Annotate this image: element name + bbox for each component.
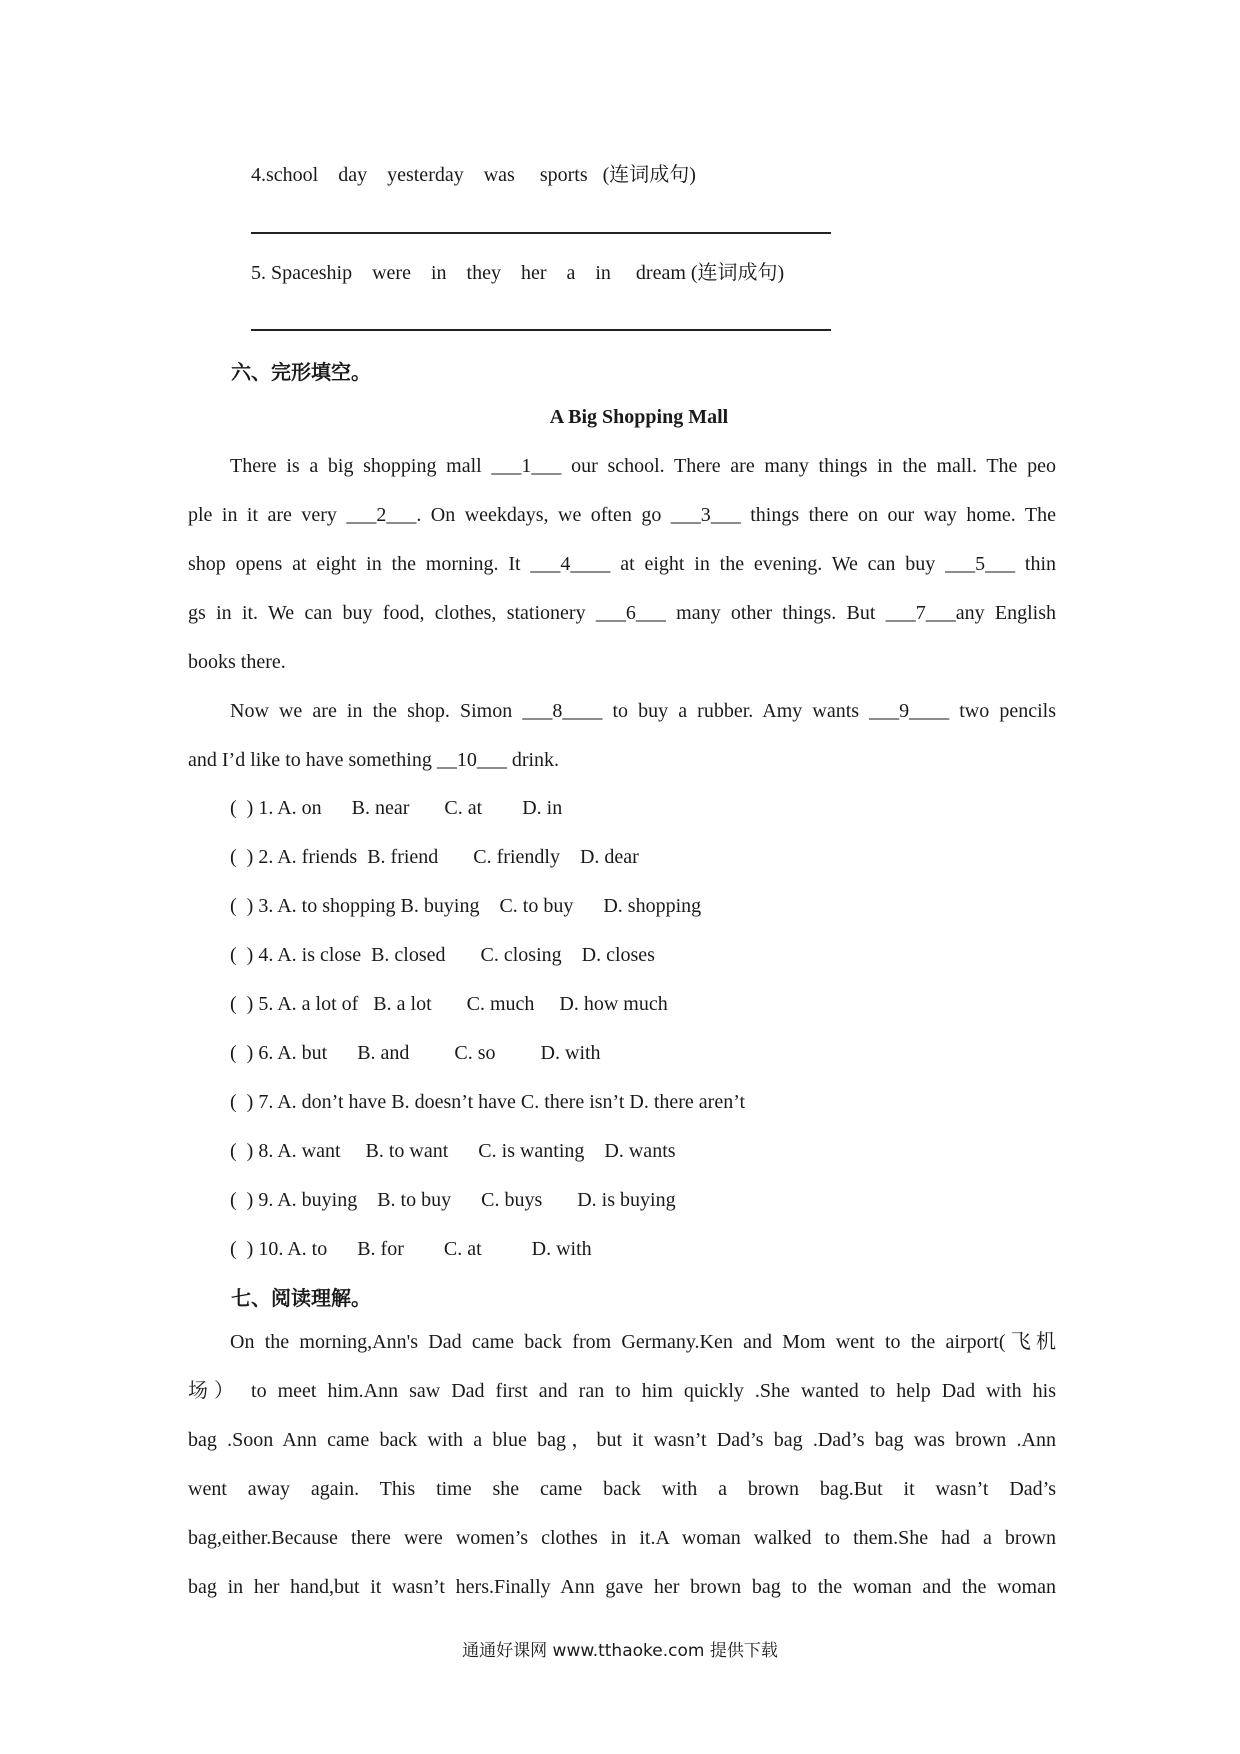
section-6-heading: 六、完形填空。 xyxy=(231,360,371,384)
reading-line: bag .Soon Ann came back with a blue bag，but it wasn’t Dad’s bag .Dad’s bag was brown .Ann xyxy=(188,1429,1056,1451)
cloze-line: Now we are in the shop. Simon ___8____ to buy a rubber. Amy wants ___9____ two pencils xyxy=(230,700,1056,722)
answer-line-5 xyxy=(251,329,831,331)
option-row: ( ) 1. A. on B. near C. at D. in xyxy=(230,797,563,819)
reading-passage xyxy=(188,1330,1056,1624)
option-row: ( ) 4. A. is close B. closed C. closing D. closes xyxy=(230,944,655,966)
cloze-line: gs in it. We can buy food, clothes, stationery ___6___ many other things. But ___7___any English xyxy=(188,602,1056,624)
cloze-options xyxy=(230,796,745,1286)
page-footer: 通通好课网 www.tthaoke.com 提供下载 xyxy=(462,1641,778,1661)
answer-line-4 xyxy=(251,232,831,234)
reading-line: bag in her hand,but it wasn’t hers.Finally Ann gave her brown bag to the woman and the woman xyxy=(188,1576,1056,1598)
option-row: ( ) 5. A. a lot of B. a lot C. much D. how much xyxy=(230,993,668,1015)
option-row: ( ) 3. A. to shopping B. buying C. to buy D. shopping xyxy=(230,895,702,917)
reading-line: 场） to meet him.Ann saw Dad first and ran to him quickly .She wanted to help Dad with his xyxy=(188,1380,1056,1402)
reading-line: On the morning,Ann's Dad came back from Germany.Ken and Mom went to the airport(飞机 xyxy=(230,1331,1056,1353)
option-row: ( ) 6. A. but B. and C. so D. with xyxy=(230,1042,601,1064)
reading-line: went away again. This time she came back with a brown bag.But it wasn’t Dad’s xyxy=(188,1478,1056,1500)
option-row: ( ) 2. A. friends B. friend C. friendly D. dear xyxy=(230,846,639,868)
reading-line: bag,either.Because there were women’s clothes in it.A woman walked to them.She had a brown xyxy=(188,1527,1056,1549)
cloze-paragraph-1 xyxy=(188,454,1056,699)
section-7-heading: 七、阅读理解。 xyxy=(231,1286,371,1310)
option-row: ( ) 7. A. don’t have B. doesn’t have C. there isn’t D. there aren’t xyxy=(230,1091,746,1113)
cloze-paragraph-2 xyxy=(188,699,1056,797)
cloze-line: shop opens at eight in the morning. It ___4____ at eight in the evening. We can buy ___5___ thin xyxy=(188,553,1056,575)
cloze-line: and I’d like to have something __10___ drink. xyxy=(188,749,560,771)
option-row: ( ) 9. A. buying B. to buy C. buys D. is buying xyxy=(230,1189,676,1211)
passage-title: A Big Shopping Mall xyxy=(549,406,729,428)
option-row: ( ) 8. A. want B. to want C. is wanting D. wants xyxy=(230,1140,676,1162)
cloze-line: ple in it are very ___2___. On weekdays, we often go ___3___ things there on our way home. The xyxy=(188,504,1056,526)
cloze-line: There is a big shopping mall ___1___ our school. There are many things in the mall. The peo xyxy=(230,455,1056,477)
question-4: 4.school day yesterday was sports (连词成句) xyxy=(251,164,696,186)
option-row: ( ) 10. A. to B. for C. at D. with xyxy=(230,1238,592,1260)
question-5: 5. Spaceship were in they her a in dream (连词成句) xyxy=(251,262,785,284)
cloze-line: books there. xyxy=(188,651,286,673)
